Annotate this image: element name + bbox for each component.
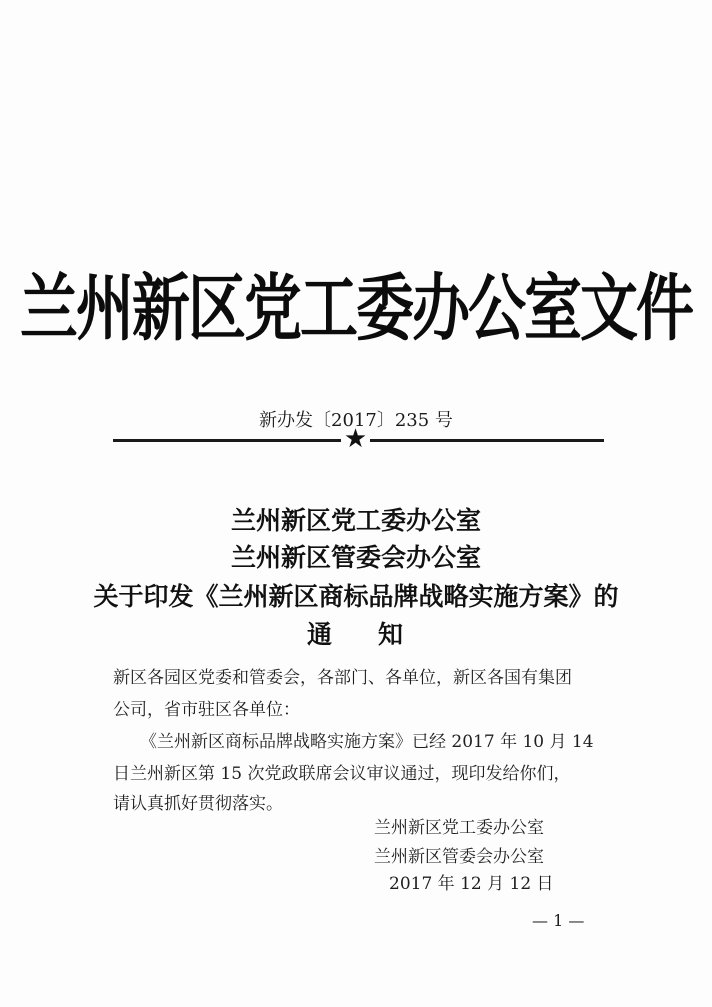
notice-title-char-2: 知 xyxy=(378,620,406,649)
body-paragraph-line: 请认真抓好贯彻落实。 xyxy=(113,794,283,814)
signature-org-1: 兰州新区党工委办公室 xyxy=(374,818,544,838)
notice-title-line-2: 兰州新区管委会办公室 xyxy=(230,543,481,572)
document-number: 新办发〔2017〕235 号 xyxy=(259,410,453,431)
page-number: — 1 — xyxy=(532,911,585,930)
notice-title-line-1: 兰州新区党工委办公室 xyxy=(230,506,481,535)
notice-title-line-4 xyxy=(0,622,712,647)
separator-line-right xyxy=(370,439,604,442)
notice-title-char-1: 通 xyxy=(306,620,334,649)
body-paragraph-line: 日兰州新区第 15 次党政联席会议审议通过，现印发给你们， xyxy=(113,764,571,784)
signature-date: 2017 年 12 月 12 日 xyxy=(389,874,554,894)
body-paragraph-line: 新区各园区党委和管委会，各部门、各单位，新区各国有集团 xyxy=(113,668,572,688)
star-icon: ★ xyxy=(343,424,368,454)
body-paragraph-line: 公司，省市驻区各单位： xyxy=(113,700,300,720)
signature-org-2: 兰州新区管委会办公室 xyxy=(374,847,544,867)
body-paragraph-line: 《兰州新区商标品牌战略实施方案》已经 2017 年 10 月 14 xyxy=(140,732,594,752)
document-header-title: 兰州新区党工委办公室文件 xyxy=(19,265,692,351)
notice-title-line-3: 关于印发《兰州新区商标品牌战略实施方案》的 xyxy=(93,582,619,611)
separator-line-left xyxy=(113,439,341,442)
